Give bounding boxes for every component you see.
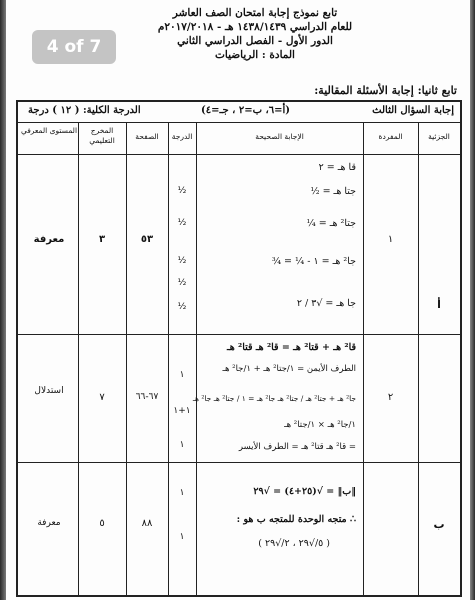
header-grade: الدرجة <box>171 132 193 141</box>
row1-part: أ <box>437 298 441 311</box>
row1-answer-line: جا² هـ = ١ - ¼ = ¾ <box>271 256 356 267</box>
row2-grade: ١ <box>179 440 185 450</box>
header-page: الصفحة <box>135 132 159 141</box>
row1-grade: ½ <box>177 302 187 312</box>
row2-grade: ١ <box>179 370 185 380</box>
header-part: الجزئية <box>428 132 450 141</box>
header-line-2: للعام الدراسي ١٤٣٨/١٤٣٩ هـ - ٢٠١٧/٢٠١٨م <box>157 21 353 33</box>
row3-answer-line: ( ٥/√٢٩ ، ٢/√٢٩ ) <box>258 538 330 549</box>
row1-level: معرفة <box>33 234 65 245</box>
header-answer: الإجابة الصحيحة <box>255 132 304 141</box>
row1-answer-line: جتا هـ = ½ <box>310 186 356 197</box>
answer-table <box>16 100 462 597</box>
row1-grade: ½ <box>177 278 187 288</box>
col-sep <box>363 122 364 595</box>
row3-answer-line: ‖ب‖ = √(٢٥+٤) = √٢٩ <box>253 486 356 497</box>
row2-answer-line: قا² هـ + قتا² هـ = قا² هـ قتا² هـ <box>226 342 356 353</box>
header-line-4: المادة : الرياضيات <box>215 49 295 61</box>
row2-page: ٦٧-٦٦ <box>135 392 159 402</box>
row2-answer-line: ١/جا² هـ × ١/جتا² هـ <box>284 420 356 430</box>
row1-item: ١ <box>387 234 394 245</box>
row1-grade: ½ <box>177 186 187 196</box>
row-sep <box>18 154 460 155</box>
total-grade: الدرجة الكلية: ( ١٢ ) درجة <box>28 105 141 116</box>
row3-level: معرفة <box>37 518 61 528</box>
row2-level: استدلال <box>34 386 64 396</box>
page-indicator-badge: 4 of 7 <box>32 30 116 64</box>
row2-answer-line: جا² هـ + جتا² هـ / جتا² هـ جا² هـ = ١ / جتا² هـ جا² هـ <box>192 394 356 403</box>
row1-page: ٥٣ <box>140 234 154 245</box>
row3-outcome: ٥ <box>99 518 105 529</box>
col-sep <box>168 122 169 595</box>
table-title-bar <box>18 102 460 123</box>
row-sep <box>18 462 460 463</box>
row1-answer-line: جا هـ = √٣ / ٢ <box>296 298 356 309</box>
header-line-3: الدور الأول - الفصل الدراسي الثاني <box>177 35 333 47</box>
row3-part: ب <box>433 518 445 531</box>
row1-answer-line: قا هـ = ٢ <box>318 162 356 173</box>
row2-item: ٢ <box>387 392 394 403</box>
row3-page: ٨٨ <box>141 518 153 529</box>
header-item: المفردة <box>378 132 403 141</box>
document-header <box>130 6 380 62</box>
row2-grade: ١+١ <box>173 406 191 416</box>
header-level: المستوى المعرفي <box>20 126 78 135</box>
row2-outcome: ٧ <box>99 392 105 403</box>
section-subheading: تابع ثانيا: إجابة الأسئلة المقالية: <box>314 84 457 97</box>
row3-grade: ١ <box>179 488 185 498</box>
header-outcome: المخرج التعليمي <box>89 126 115 145</box>
row1-outcome: ٣ <box>98 234 106 245</box>
row1-answer-line: جتا² هـ = ¼ <box>306 218 356 229</box>
scan-edge-right <box>470 0 475 600</box>
row3-grade: ١ <box>179 532 185 542</box>
row-sep <box>18 334 460 335</box>
row1-grade: ½ <box>177 218 187 228</box>
scan-edge-left <box>0 0 6 600</box>
row1-grade: ½ <box>177 256 187 266</box>
row2-answer-line: = قا² هـ قتا² هـ = الطرف الأيسر <box>238 442 356 452</box>
question-params: (أ=٦، ب=٢ ، جـ=٤) <box>201 105 290 116</box>
header-line-1: تابع نموذج إجابة امتحان الصف العاشر <box>172 7 338 19</box>
row3-answer-line: ∴ متجه الوحدة للمتجه ب هو : <box>236 514 356 525</box>
question-title: إجابة السؤال الثالث <box>372 105 454 116</box>
col-sep <box>196 122 197 595</box>
row2-answer-line: الطرف الأيمن = ١/جتا² هـ + ١/جا² هـ <box>222 364 356 374</box>
